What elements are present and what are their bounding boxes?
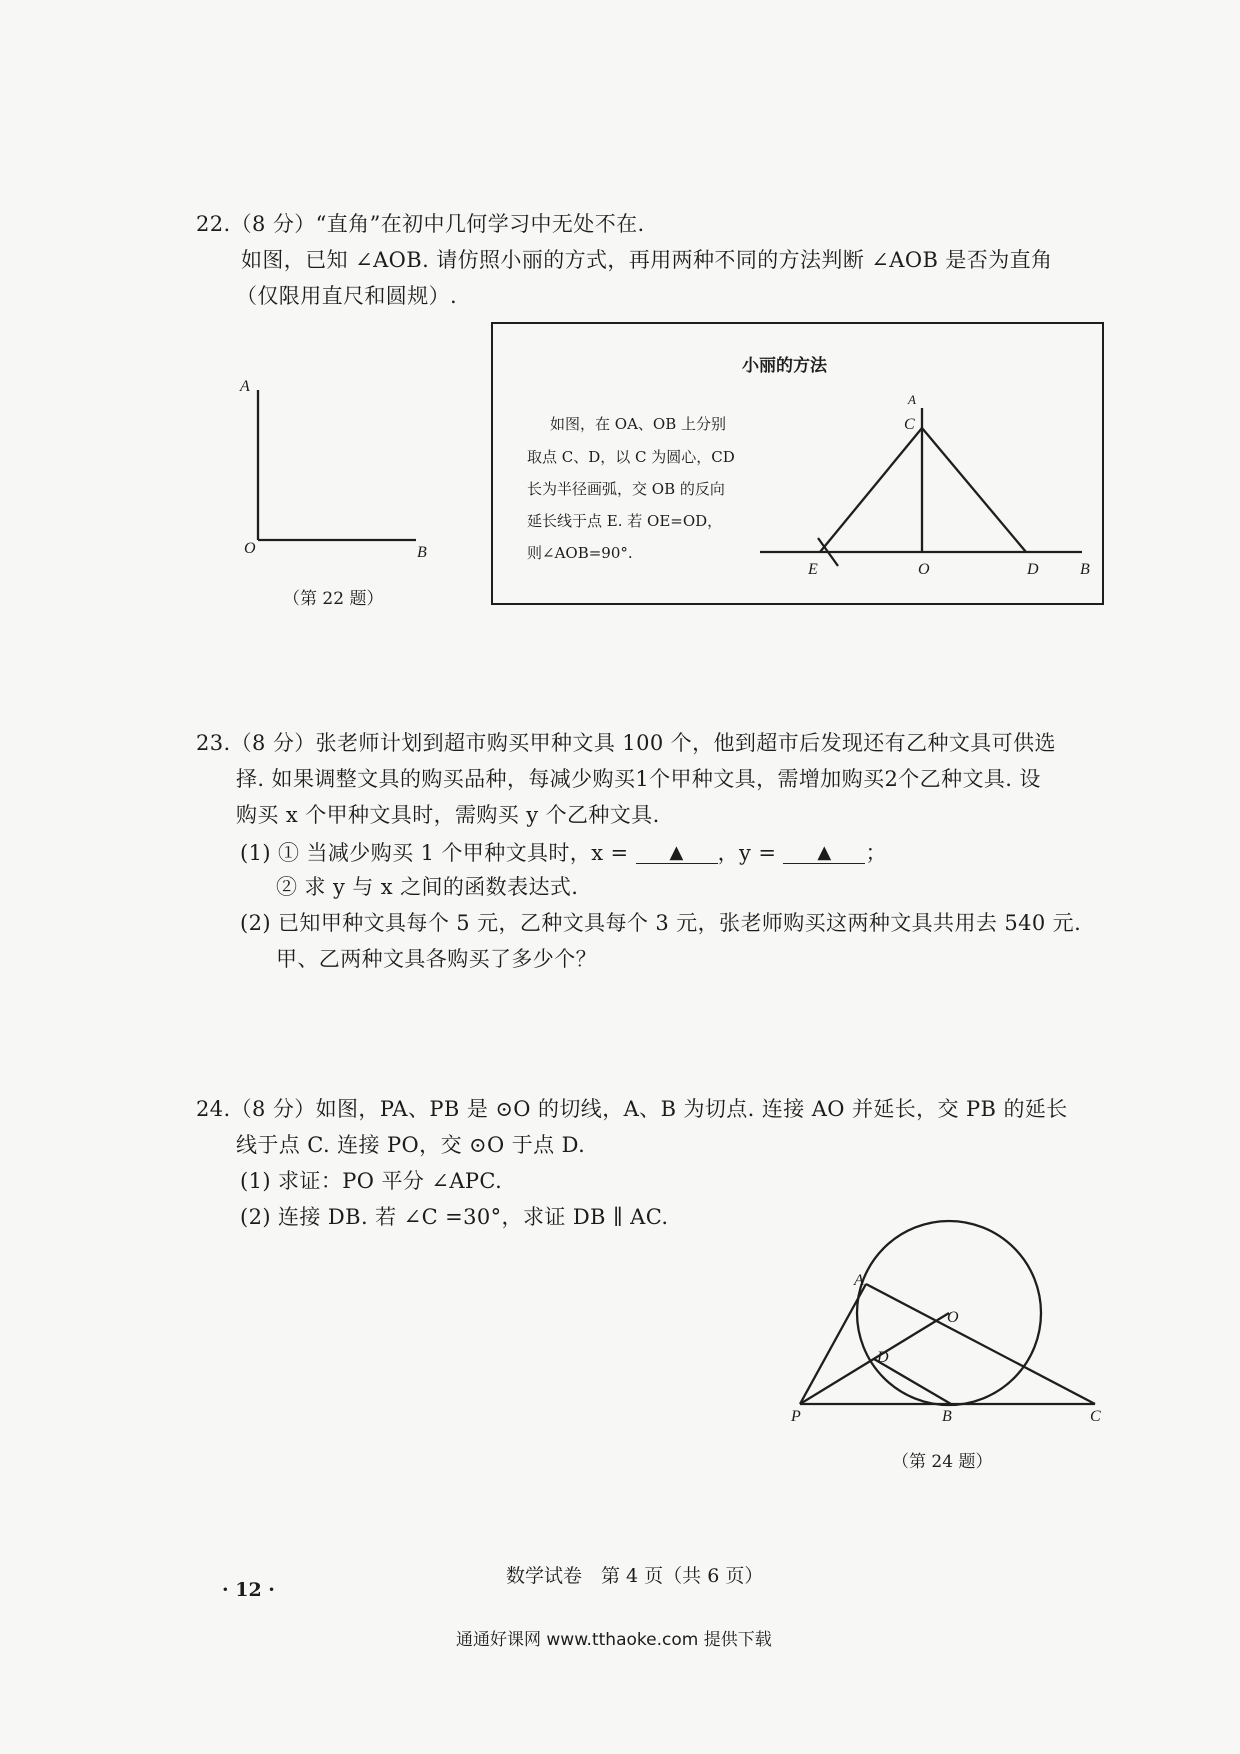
q23-line3: 购买 x 个甲种文具时，需购买 y 个乙种文具.: [236, 803, 660, 827]
q23-part1-prefix: (1) ① 当减少购买 1 个甲种文具时，x =: [240, 841, 629, 865]
triangle-mark-icon: ▲: [669, 842, 684, 863]
box-line-2: 取点 C、D，以 C 为圆心，CD: [527, 448, 735, 466]
fig24-label-o: O: [947, 1309, 959, 1326]
box-title: 小丽的方法: [742, 356, 827, 376]
q22-line2: 如图，已知 ∠AOB. 请仿照小丽的方式，再用两种不同的方法判断 ∠AOB 是否为直角: [241, 248, 1053, 272]
download-watermark: 通通好课网 www.tthaoke.com 提供下载: [456, 1630, 772, 1650]
q22-line1: 22.（8 分）“直角”在初中几何学习中无处不在.: [196, 212, 645, 236]
q24-part2: (2) 连接 DB. 若 ∠C =30°，求证 DB ∥ AC.: [240, 1205, 669, 1229]
q24-caption: （第 24 题）: [892, 1452, 993, 1472]
fig24-label-c: C: [1090, 1408, 1101, 1425]
label-o: O: [244, 540, 256, 557]
fig24-label-a: A: [854, 1272, 864, 1289]
fig24-label-b: B: [942, 1408, 952, 1425]
page-number: · 12 ·: [222, 1579, 275, 1601]
triangle-mark-icon: ▲: [817, 842, 832, 863]
q23-part2b: 甲、乙两种文具各购买了多少个？: [276, 947, 597, 971]
box-line-3: 长为半径画弧，交 OB 的反向: [527, 480, 725, 498]
label-a: A: [240, 378, 250, 395]
q23-part1-end: ；: [865, 841, 887, 865]
q23-part1-mid: ，y =: [717, 841, 777, 865]
q23-part2a: (2) 已知甲种文具每个 5 元，乙种文具每个 3 元，张老师购买这两种文具共用去 540 元.: [240, 911, 1082, 935]
fig24-label-d: D: [877, 1349, 889, 1366]
q24-line1: 24.（8 分）如图，PA、PB 是 ⊙O 的切线，A、B 为切点. 连接 AO 并延长，交 PB 的延长: [196, 1097, 1068, 1121]
footer-title: 数学试卷 第 4 页（共 6 页）: [506, 1565, 764, 1587]
line-pa: [800, 1284, 866, 1404]
q23-part1b: ② 求 y 与 x 之间的函数表达式.: [276, 875, 579, 899]
label-b: B: [417, 544, 427, 561]
box-label-b: B: [1080, 561, 1090, 578]
q24-line2: 线于点 C. 连接 PO，交 ⊙O 于点 D.: [236, 1133, 586, 1157]
q23-line2: 择. 如果调整文具的购买品种，每减少购买1个甲种文具，需增加购买2个乙种文具. 设: [236, 767, 1041, 791]
fig24-label-p: P: [791, 1408, 801, 1425]
box-line-5: 则∠AOB=90°.: [527, 544, 633, 562]
box-label-e: E: [808, 561, 818, 578]
box-label-c: C: [904, 416, 915, 433]
q24-part1: (1) 求证：PO 平分 ∠APC.: [240, 1169, 503, 1193]
q22-caption: （第 22 题）: [283, 589, 384, 609]
box-label-d: D: [1027, 561, 1039, 578]
box-label-o: O: [918, 561, 930, 578]
q22-line3: （仅限用直尺和圆规）.: [236, 284, 458, 308]
q23-line1: 23.（8 分）张老师计划到超市购买甲种文具 100 个，他到超市后发现还有乙种文具可供选: [196, 731, 1056, 755]
box-line-1: 如图，在 OA、OB 上分别: [550, 415, 726, 433]
box-line-4: 延长线于点 E. 若 OE=OD，: [527, 512, 723, 530]
box-label-a: A: [908, 392, 916, 407]
